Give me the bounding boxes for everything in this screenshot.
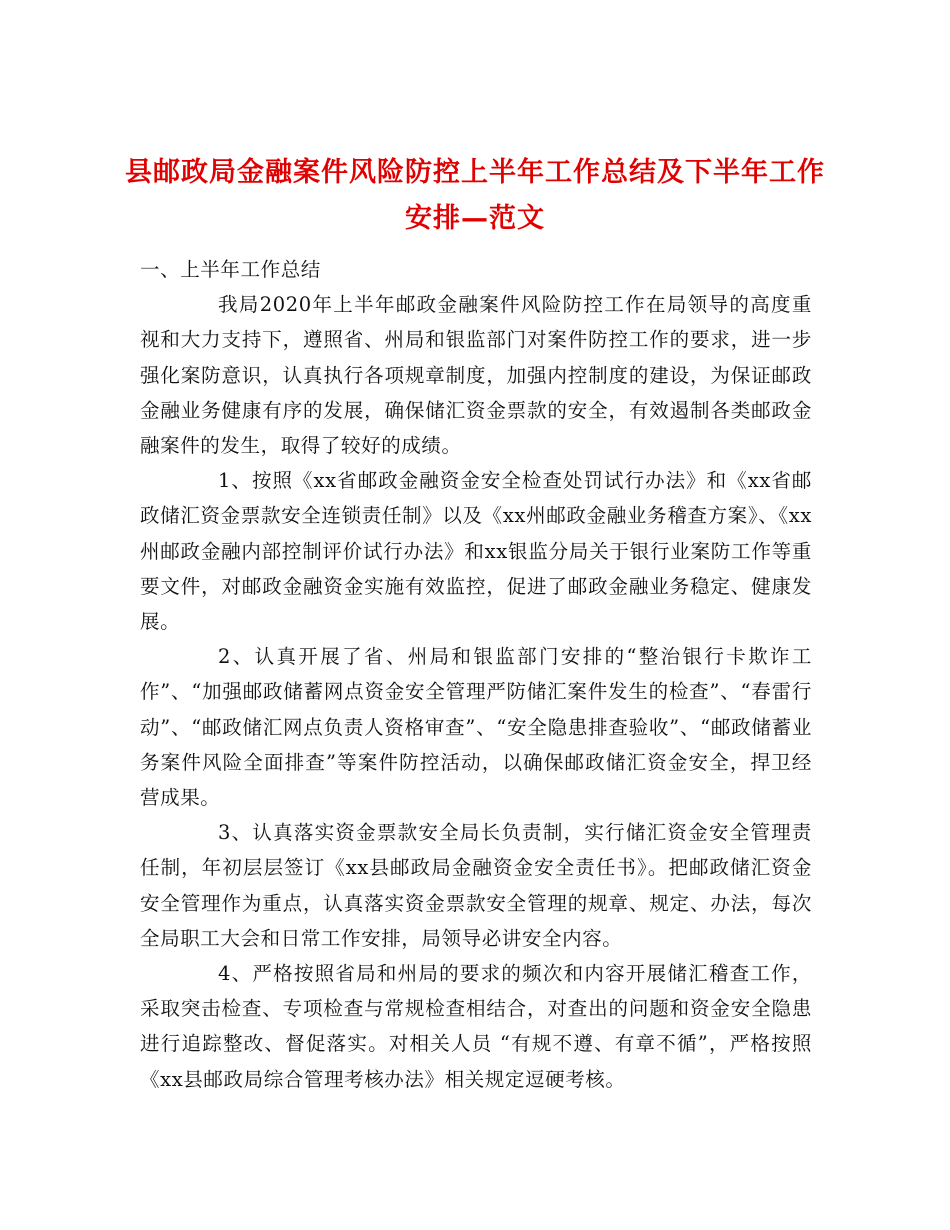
section-heading: 一、上半年工作总结: [140, 258, 321, 281]
paragraph-item-1: 1、按照《xx省邮政金融资金安全检查处罚试行办法》和《xx省邮政储汇资金票款安全连锁责任制》以及《xx州邮政金融业务稽查方案》、《xx州邮政金融内部控制评价试行办法》和xx银监分局关于银行业案防工作等重要文件，对邮政金融资金实施有效监控，促进了邮政金融业务稳定、健康发展。: [140, 469, 812, 634]
paragraph-item-4: 4、严格按照省局和州局的要求的频次和内容开展储汇稽查工作，采取突击检查、专项检查与常规检查相结合，对查出的问题和资金安全隐患进行追踪整改、督促落实。对相关人员 “有规不遵、有章不循”，严格按照《xx县邮政局综合管理考核办法》相关规定逗硬考核。: [140, 962, 812, 1091]
paragraph-item-3: 3、认真落实资金票款安全局长负责制，实行储汇资金安全管理责任制，年初层层签订《xx县邮政局金融资金安全责任书》。把邮政储汇资金安全管理作为重点，认真落实资金票款安全管理的规章、规定、办法，每次全局职工大会和日常工作安排，局领导必讲安全内容。: [140, 821, 812, 950]
paragraph-intro: 我局2020年上半年邮政金融案件风险防控工作在局领导的高度重视和大力支持下，遵照省、州局和银监部门对案件防控工作的要求，进一步强化案防意识，认真执行各项规章制度，加强内控制度的建设，为保证邮政金融业务健康有序的发展，确保储汇资金票款的安全，有效遏制各类邮政金融案件的发生，取得了较好的成绩。: [140, 293, 812, 458]
document-title: 县邮政局金融案件风险防控上半年工作总结及下半年工作安排—范文: [125, 157, 825, 235]
document-body: [140, 252, 812, 1097]
paragraph-item-2: 2、认真开展了省、州局和银监部门安排的“整治银行卡欺诈工作”、“加强邮政储蓄网点资金安全管理严防储汇案件发生的检查”、“春雷行动”、“邮政储汇网点负责人资格审查”、“安全隐患排查验收”、“邮政储蓄业务案件风险全面排查”等案件防控活动，以确保邮政储汇资金安全，捍卫经营成果。: [140, 645, 812, 810]
